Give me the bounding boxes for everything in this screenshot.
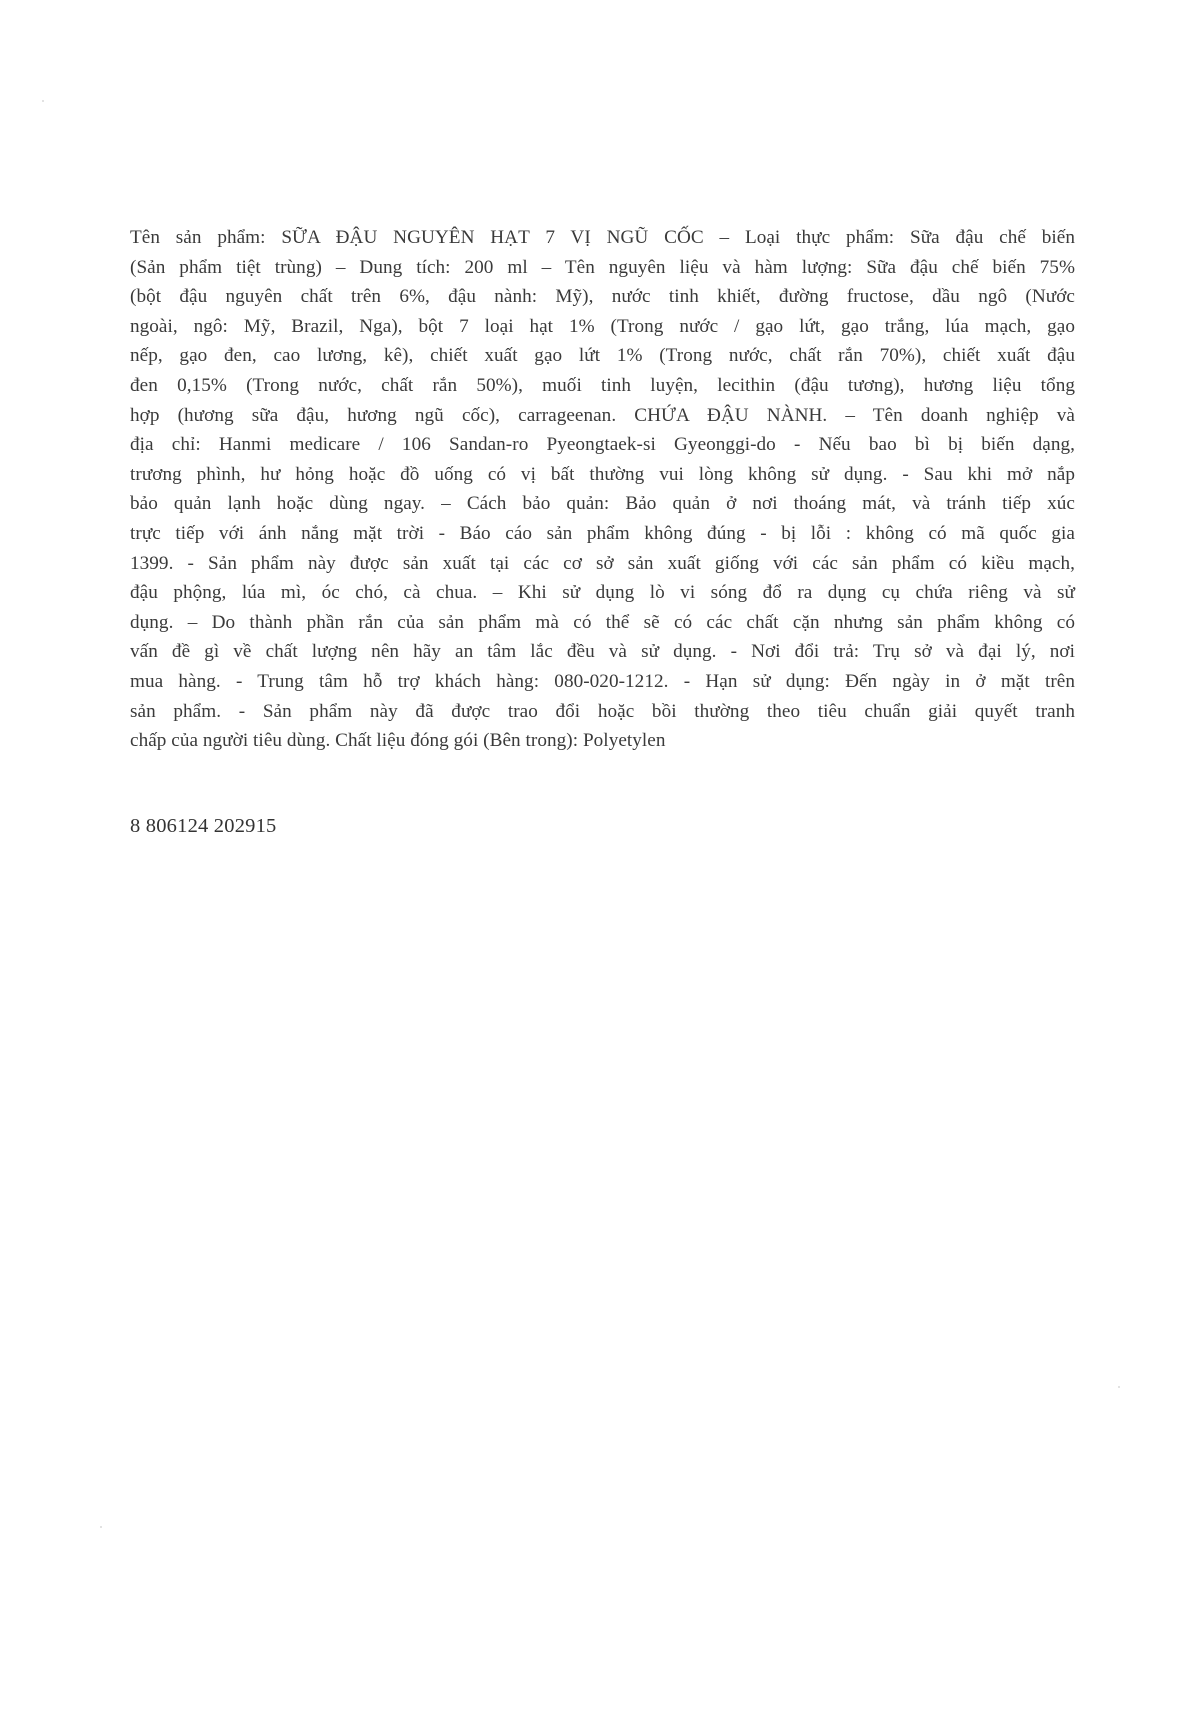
text-line: chấp của người tiêu dùng. Chất liệu đóng gói (Bên trong): Polyetylen xyxy=(130,730,666,752)
text-line: Tên sản phẩm: SỮA ĐẬU NGUYÊN HẠT 7 VỊ NGŨ CỐC – Loại thực phẩm: Sữa đậu chế biến xyxy=(130,227,1075,248)
text-line: (Sản phẩm tiệt trùng) – Dung tích: 200 ml – Tên nguyên liệu và hàm lượng: Sữa đậu chế biến 75% xyxy=(130,256,1075,278)
scan-speck xyxy=(42,100,44,102)
scan-speck xyxy=(1118,1386,1120,1388)
text-line: đậu phộng, lúa mì, óc chó, cà chua. – Khi sử dụng lò vi sóng đổ ra dụng cụ chứa riêng và sử xyxy=(130,582,1075,604)
text-line: đen 0,15% (Trong nước, chất rắn 50%), muối tinh luyện, lecithin (đậu tương), hương liệu tổng xyxy=(130,374,1075,396)
scan-speck xyxy=(100,1526,102,1528)
text-line: trương phình, hư hỏng hoặc đồ uống có vị bất thường vui lòng không sử dụng. - Sau khi mở nắp xyxy=(130,463,1075,485)
barcode-number: 8 806124 202915 xyxy=(130,815,277,837)
text-line: dụng. – Do thành phần rắn của sản phẩm mà có thể sẽ có các chất cặn nhưng sản phẩm không có xyxy=(130,611,1075,633)
product-label-text xyxy=(130,223,1075,756)
text-line: trực tiếp với ánh nắng mặt trời - Báo cáo sản phẩm không đúng - bị lỗi : không có mã quốc gia xyxy=(130,522,1075,544)
text-line: (bột đậu nguyên chất trên 6%, đậu nành: Mỹ), nước tinh khiết, đường fructose, dầu ngô (Nước xyxy=(130,286,1075,308)
text-line: hợp (hương sữa đậu, hương ngũ cốc), carrageenan. CHỨA ĐẬU NÀNH. – Tên doanh nghiệp và xyxy=(130,404,1075,426)
text-line: bảo quản lạnh hoặc dùng ngay. – Cách bảo quản: Bảo quản ở nơi thoáng mát, và tránh tiếp xúc xyxy=(130,493,1075,515)
text-line: ngoài, ngô: Mỹ, Brazil, Nga), bột 7 loại hạt 1% (Trong nước / gạo lứt, gạo trắng, lúa mạch, gạo xyxy=(130,315,1075,337)
text-line: 1399. - Sản phẩm này được sản xuất tại các cơ sở sản xuất giống với các sản phẩm có kiều mạch, xyxy=(130,552,1075,574)
text-line: sản phẩm. - Sản phẩm này đã được trao đổi hoặc bồi thường theo tiêu chuẩn giải quyết tranh xyxy=(130,700,1075,722)
text-line: địa chỉ: Hanmi medicare / 106 Sandan-ro Pyeongtaek-si Gyeonggi-do - Nếu bao bì bị biến dạng, xyxy=(130,434,1075,456)
text-line: vấn đề gì về chất lượng nên hãy an tâm lắc đều và sử dụng. - Nơi đổi trả: Trụ sở và đại lý, nơi xyxy=(130,641,1075,663)
text-line: nếp, gạo đen, cao lương, kê), chiết xuất gạo lứt 1% (Trong nước, chất rắn 70%), chiết xuất đậu xyxy=(130,345,1075,367)
text-line: mua hàng. - Trung tâm hỗ trợ khách hàng: 080-020-1212. - Hạn sử dụng: Đến ngày in ở mặt trên xyxy=(130,670,1075,692)
